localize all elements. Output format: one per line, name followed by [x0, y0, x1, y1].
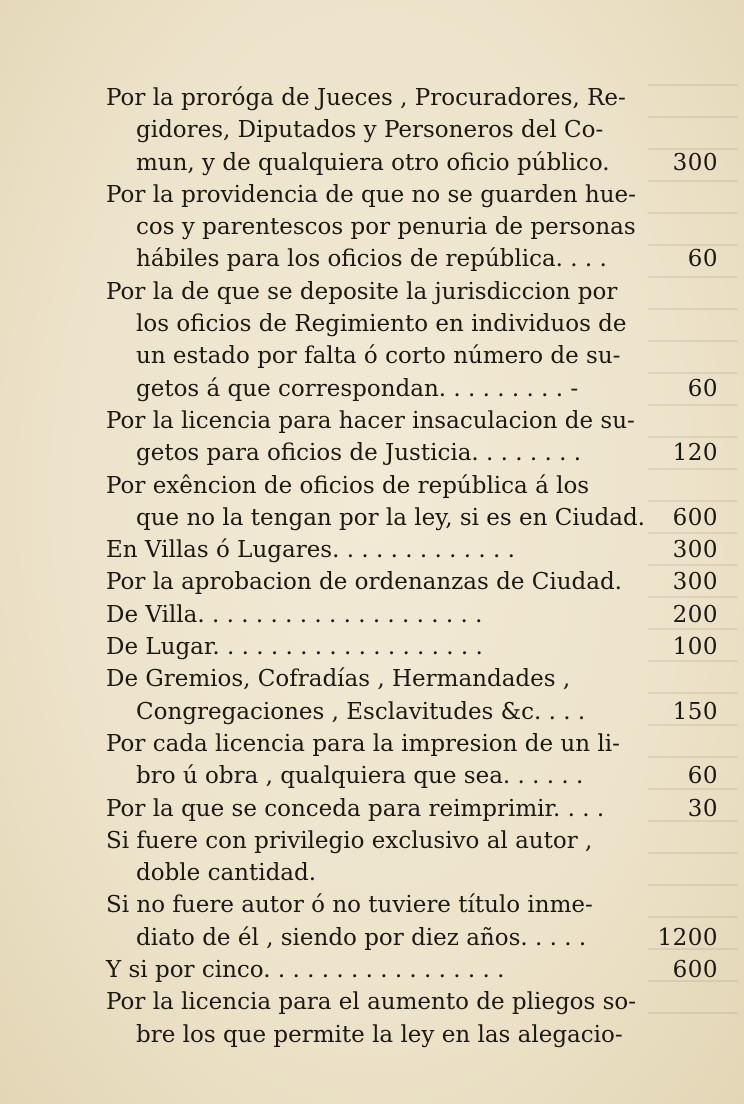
entry-text: Por la que se conceda para reimprimir. . . .: [106, 795, 605, 822]
fee-entry: [106, 663, 720, 728]
entry-line: [106, 760, 720, 792]
entry-line: [106, 308, 720, 340]
fee-entry: [106, 889, 720, 954]
entry-text: Y si por cinco. . . . . . . . . . . . . . . . .: [106, 957, 505, 984]
fee-amount: 60: [687, 246, 718, 273]
entry-text: bro ú obra , qualquiera que sea. . . . . .: [136, 763, 584, 790]
entry-text: Por la licencia para hacer insaculacion de su-: [106, 407, 635, 434]
entry-line: [106, 889, 720, 921]
entry-line: [106, 211, 720, 243]
fee-entry: [106, 793, 720, 825]
entry-line: [106, 470, 720, 502]
entry-text: mun, y de qualquiera otro oficio público.: [136, 149, 610, 176]
entry-line: [106, 179, 720, 211]
entry-text: De Lugar. . . . . . . . . . . . . . . . . . .: [106, 634, 483, 661]
fee-amount: 200: [672, 601, 718, 628]
entry-line: [106, 502, 720, 534]
entry-text: un estado por falta ó corto número de su-: [136, 343, 621, 370]
entry-line: [106, 696, 720, 728]
entry-text: Congregaciones , Esclavitudes &c. . . .: [136, 698, 586, 725]
entry-line: [106, 340, 720, 372]
fee-entry: [106, 825, 720, 890]
entry-text: De Villa. . . . . . . . . . . . . . . . . . . .: [106, 601, 483, 628]
fee-amount: 60: [687, 763, 718, 790]
fee-amount: 300: [672, 569, 718, 596]
entry-text: Si fuere con privilegio exclusivo al autor ,: [106, 827, 593, 854]
fee-amount: 600: [672, 957, 718, 984]
entry-line: [106, 857, 720, 889]
entry-line: [106, 243, 720, 275]
fee-amount: 300: [672, 537, 718, 564]
fee-schedule-list: [106, 82, 720, 1051]
fee-amount: 120: [672, 440, 718, 467]
entry-line: [106, 147, 720, 179]
entry-text: los oficios de Regimiento en individuos de: [136, 311, 627, 338]
entry-text: Por la providencia de que no se guarden hue-: [106, 181, 636, 208]
fee-entry: [106, 405, 720, 470]
entry-line: [106, 825, 720, 857]
entry-text: Por la de que se deposite la jurisdiccion por: [106, 278, 618, 305]
entry-line: [106, 405, 720, 437]
entry-line: [106, 631, 720, 663]
entry-text: Por exêncion de oficios de república á los: [106, 472, 590, 499]
fee-entry: [106, 566, 720, 598]
fee-amount: 100: [672, 634, 718, 661]
entry-text: Por cada licencia para la impresion de un li-: [106, 730, 620, 757]
entry-line: [106, 986, 720, 1018]
entry-text: Si no fuere autor ó no tuviere título inme-: [106, 892, 593, 919]
fee-amount: 30: [687, 795, 718, 822]
entry-text: En Villas ó Lugares. . . . . . . . . . . . .: [106, 537, 515, 564]
fee-entry: [106, 954, 720, 986]
fee-amount: 600: [672, 504, 718, 531]
fee-amount: 150: [672, 698, 718, 725]
entry-text: doble cantidad.: [136, 860, 317, 887]
entry-text: getos para oficios de Justicia. . . . . . . .: [136, 440, 582, 467]
fee-entry: [106, 986, 720, 1051]
entry-text: gidores, Diputados y Personeros del Co-: [136, 117, 604, 144]
entry-line: [106, 534, 720, 566]
entry-line: [106, 82, 720, 114]
entry-text: bre los que permite la ley en las alegacio-: [136, 1021, 623, 1048]
entry-text: cos y parentescos por penuria de personas: [136, 214, 636, 241]
entry-text: De Gremios, Cofradías , Hermandades ,: [106, 666, 571, 693]
entry-text: Por la prorógа de Jueces , Procuradores, Re-: [106, 85, 626, 111]
entry-text: hábiles para los oficios de república. . . .: [136, 246, 607, 273]
entry-line: [106, 1019, 720, 1051]
fee-entry: [106, 631, 720, 663]
fee-entry: [106, 82, 720, 179]
fee-entry: [106, 470, 720, 535]
entry-line: [106, 437, 720, 469]
fee-entry: [106, 179, 720, 276]
fee-entry: [106, 534, 720, 566]
entry-line: [106, 276, 720, 308]
entry-line: [106, 793, 720, 825]
entry-line: [106, 566, 720, 598]
fee-entry: [106, 599, 720, 631]
entry-line: [106, 728, 720, 760]
entry-line: [106, 114, 720, 146]
entry-line: [106, 954, 720, 986]
fee-amount: 60: [687, 375, 718, 402]
entry-text: que no la tengan por la ley, si es en Ciudad.: [136, 504, 645, 531]
entry-text: Por la aprobacion de ordenanzas de Ciudad.: [106, 569, 622, 596]
fee-amount: 1200: [657, 924, 718, 951]
entry-text: getos á que correspondan. . . . . . . . . -: [136, 375, 579, 402]
entry-text: Por la licencia para el aumento de pliegos so-: [106, 989, 637, 1016]
fee-amount: 300: [672, 149, 718, 176]
entry-line: [106, 373, 720, 405]
entry-text: diato de él , siendo por diez años. . . . .: [136, 924, 587, 951]
fee-entry: [106, 728, 720, 793]
fee-entry: [106, 276, 720, 405]
entry-line: [106, 663, 720, 695]
entry-line: [106, 922, 720, 954]
entry-line: [106, 599, 720, 631]
